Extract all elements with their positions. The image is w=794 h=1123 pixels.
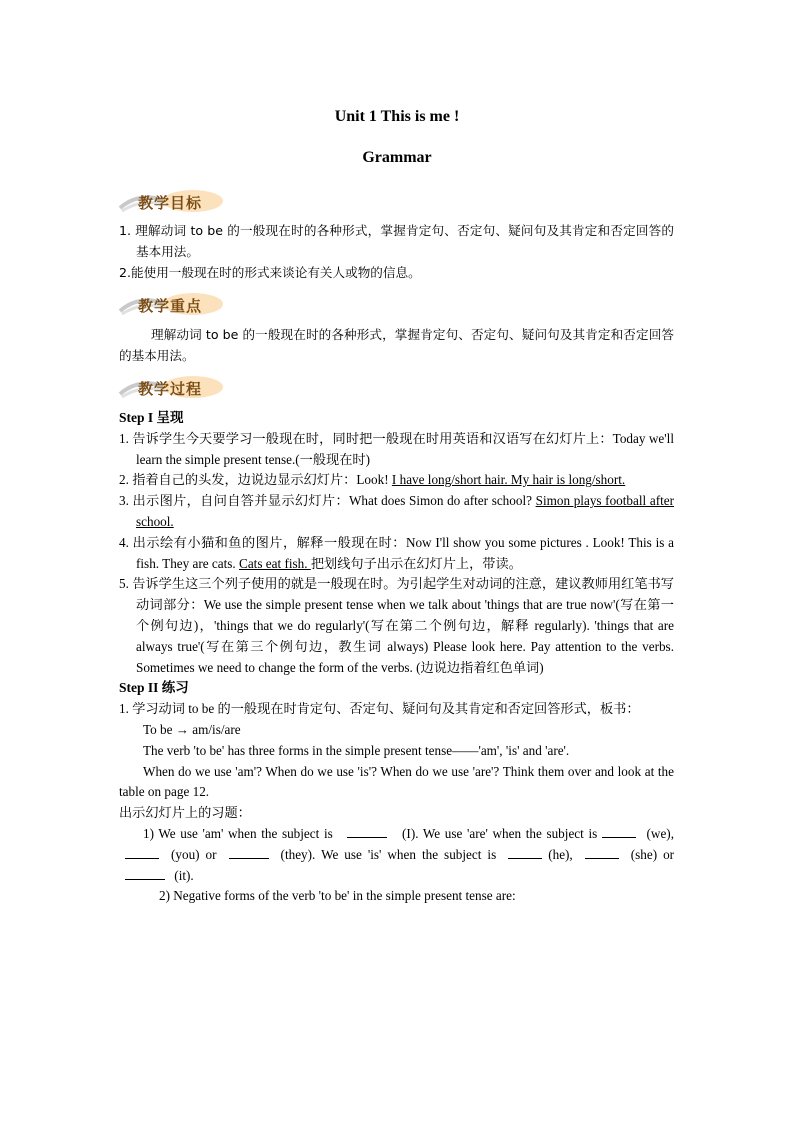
- step1-heading: Step I 呈现: [119, 410, 184, 425]
- answer-blank[interactable]: [602, 825, 636, 838]
- step1-item-4-text: 4. 出示绘有小猫和鱼的图片，解释一般现在时：Now I'll show you some pictures . Look! This is a fish. They are cats.: [119, 534, 674, 571]
- step1-item-4: [119, 533, 674, 575]
- step2-item-1: 1. 学习动词 to be 的一般现在时肯定句、否定句、疑问句及其肯定和否定回答形式，板书：: [119, 701, 640, 717]
- banner-keypoints-label: 教学重点: [138, 297, 203, 315]
- banner-objectives: [118, 188, 228, 214]
- objectives-section: [119, 221, 674, 283]
- step1-item-2-underlined: I have long/short hair. My hair is long/short.: [391, 472, 626, 488]
- banner-objectives-label: 教学目标: [138, 194, 203, 212]
- verb-forms-text: The verb 'to be' has three forms in the simple present tense——'am', 'is' and 'are'.: [143, 742, 570, 758]
- objective-item-1: 1. 理解动词 to be 的一般现在时的各种形式，掌握肯定句、否定句、疑问句及其肯定和否定回答的基本用法。: [119, 223, 674, 259]
- exercise-1: [119, 824, 674, 886]
- banner-process-label: 教学过程: [138, 380, 203, 398]
- keypoints-section: [119, 325, 674, 367]
- exercise-1-part-g: (she) or: [630, 846, 675, 862]
- step1-item-4-post: 把划线句子出示在幻灯片上，带读。: [310, 555, 522, 571]
- banner-keypoints: [118, 291, 228, 317]
- answer-blank[interactable]: [125, 867, 165, 880]
- step1-item-1: 1. 告诉学生今天要学习一般现在时，同时把一般现在时用英语和汉语写在幻灯片上：Today we'll learn the simple present tense.(一般现在时): [119, 430, 674, 467]
- banner-process: [118, 374, 228, 400]
- process-section: [119, 408, 674, 907]
- exercise-1-part-h: (it).: [174, 867, 194, 883]
- step1-item-2-text: 2. 指着自己的头发，边说边显示幻灯片：Look!: [119, 472, 392, 488]
- answer-blank[interactable]: [585, 846, 619, 859]
- exercise-1-part-a: 1) We use 'am' when the subject is: [143, 825, 333, 841]
- exercise-1-part-f: (he),: [548, 846, 573, 862]
- objective-item-2: 2.能使用一般现在时的形式来谈论有关人或物的信息。: [119, 264, 421, 280]
- step1-item-3: [119, 491, 674, 533]
- tobe-forms: To be → am/is/are: [143, 721, 241, 737]
- exercise-1-part-b: (I). We use 'are' when the subject is: [402, 825, 598, 841]
- answer-blank[interactable]: [508, 846, 542, 859]
- page-subtitle: Grammar: [362, 149, 432, 166]
- answer-blank[interactable]: [347, 825, 387, 838]
- step2-heading: Step II 练习: [119, 680, 189, 696]
- when-use-text: When do we use 'am'? When do we use 'is'? When do we use 'are'? Think them over and look at the table on page 12.: [119, 763, 674, 800]
- answer-blank[interactable]: [125, 846, 159, 859]
- step1-item-3-text: 3. 出示图片，自问自答并显示幻灯片：What does Simon do after school?: [119, 493, 536, 509]
- exercise-intro: 出示幻灯片上的习题：: [119, 805, 251, 821]
- step1-item-4-underlined: Cats eat fish.: [239, 555, 311, 571]
- exercise-1-part-d: (you) or: [171, 846, 217, 862]
- exercise-2: 2) Negative forms of the verb 'to be' in the simple present tense are:: [159, 888, 516, 904]
- keypoints-text: 理解动词 to be 的一般现在时的各种形式，掌握肯定句、否定句、疑问句及其肯定和否定回答的基本用法。: [119, 327, 674, 363]
- step1-item-3-underlined: Simon plays football after school.: [136, 493, 674, 529]
- answer-blank[interactable]: [229, 846, 269, 859]
- step1-item-5: 5. 告诉学生这三个列子使用的就是一般现在时。为引起学生对动词的注意，建议教师用红笔书写动词部分：We use the simple present tense when we talk about 'things that are true now'(写在第一个例句边)，'things that we do regularly'(写在第二个例句边，解释 regularly). 'things that are always true'(写在第三个例句边，教生词 always) Please look here. Pay attention to the verbs. Sometimes we need to change the form of the verbs. (边说边指着红色单词): [119, 576, 674, 675]
- exercise-1-part-c: (we),: [646, 825, 674, 841]
- step1-item-2: [119, 470, 674, 491]
- page-title: Unit 1 This is me !: [334, 108, 460, 125]
- exercise-1-part-e: (they). We use 'is' when the subject is: [280, 846, 497, 862]
